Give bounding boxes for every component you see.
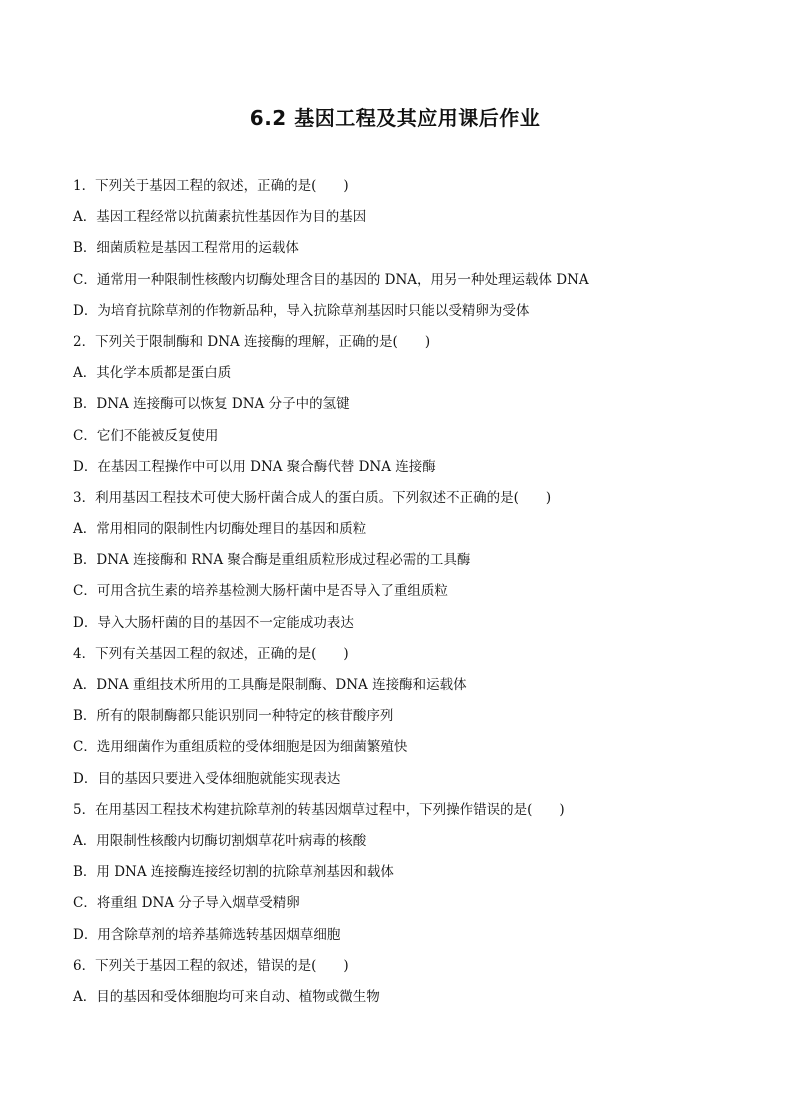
option-b: B．DNA 连接酶和 RNA 聚合酶是重组质粒形成过程必需的工具酶	[73, 552, 471, 569]
option-a: A．DNA 重组技术所用的工具酶是限制酶、DNA 连接酶和运载体	[73, 677, 467, 693]
question-2	[73, 330, 733, 486]
question-5	[73, 798, 733, 954]
option-b: B．细菌质粒是基因工程常用的运载体	[73, 240, 299, 257]
option-a: A．用限制性核酸内切酶切割烟草花叶病毒的核酸	[73, 832, 367, 849]
question-list	[73, 174, 733, 1016]
option-c: C．它们不能被反复使用	[73, 427, 219, 444]
option-c: C．可用含抗生素的培养基检测大肠杆菌中是否导入了重组质粒	[73, 583, 448, 600]
option-d: D．导入大肠杆菌的目的基因不一定能成功表达	[73, 614, 354, 631]
page-title: 6.2 基因工程及其应用课后作业	[249, 106, 541, 130]
question-6	[73, 954, 733, 1016]
question-3	[73, 486, 733, 642]
option-d: D．用含除草剂的培养基筛选转基因烟草细胞	[73, 926, 341, 943]
option-a: A．基因工程经常以抗菌素抗性基因作为目的基因	[73, 209, 367, 226]
option-d: D．为培育抗除草剂的作物新品种，导入抗除草剂基因时只能以受精卵为受体	[73, 302, 530, 319]
option-d: D．目的基因只要进入受体细胞就能实现表达	[73, 770, 341, 787]
question-stem: 2．下列关于限制酶和 DNA 连接酶的理解，正确的是( )	[73, 333, 431, 350]
question-stem: 1．下列关于基因工程的叙述，正确的是( )	[73, 178, 349, 194]
option-d: D．在基因工程操作中可以用 DNA 聚合酶代替 DNA 连接酶	[73, 458, 436, 475]
option-b: B．所有的限制酶都只能识别同一种特定的核苷酸序列	[73, 708, 394, 725]
option-c: C．通常用一种限制性核酸内切酶处理含目的基因的 DNA，用另一种处理运载体 DNA	[73, 271, 589, 288]
question-stem: 4．下列有关基因工程的叙述，正确的是( )	[73, 645, 349, 662]
option-a: A．常用相同的限制性内切酶处理目的基因和质粒	[73, 521, 367, 538]
question-stem: 6．下列关于基因工程的叙述，错误的是( )	[73, 957, 349, 974]
question-stem: 5．在用基因工程技术构建抗除草剂的转基因烟草过程中，下列操作错误的是( )	[73, 801, 565, 818]
option-c: C．选用细菌作为重组质粒的受体细胞是因为细菌繁殖快	[73, 739, 408, 756]
option-c: C．将重组 DNA 分子导入烟草受精卵	[73, 895, 300, 912]
option-a: A．目的基因和受体细胞均可来自动、植物或微生物	[73, 988, 380, 1005]
option-b: B．用 DNA 连接酶连接经切割的抗除草剂基因和载体	[73, 864, 394, 881]
question-4	[73, 642, 733, 798]
question-stem: 3．利用基因工程技术可使大肠杆菌合成人的蛋白质。下列叙述不正确的是( )	[73, 489, 552, 506]
question-1	[73, 174, 733, 330]
option-a: A．其化学本质都是蛋白质	[73, 365, 232, 382]
option-b: B．DNA 连接酶可以恢复 DNA 分子中的氢键	[73, 396, 350, 413]
